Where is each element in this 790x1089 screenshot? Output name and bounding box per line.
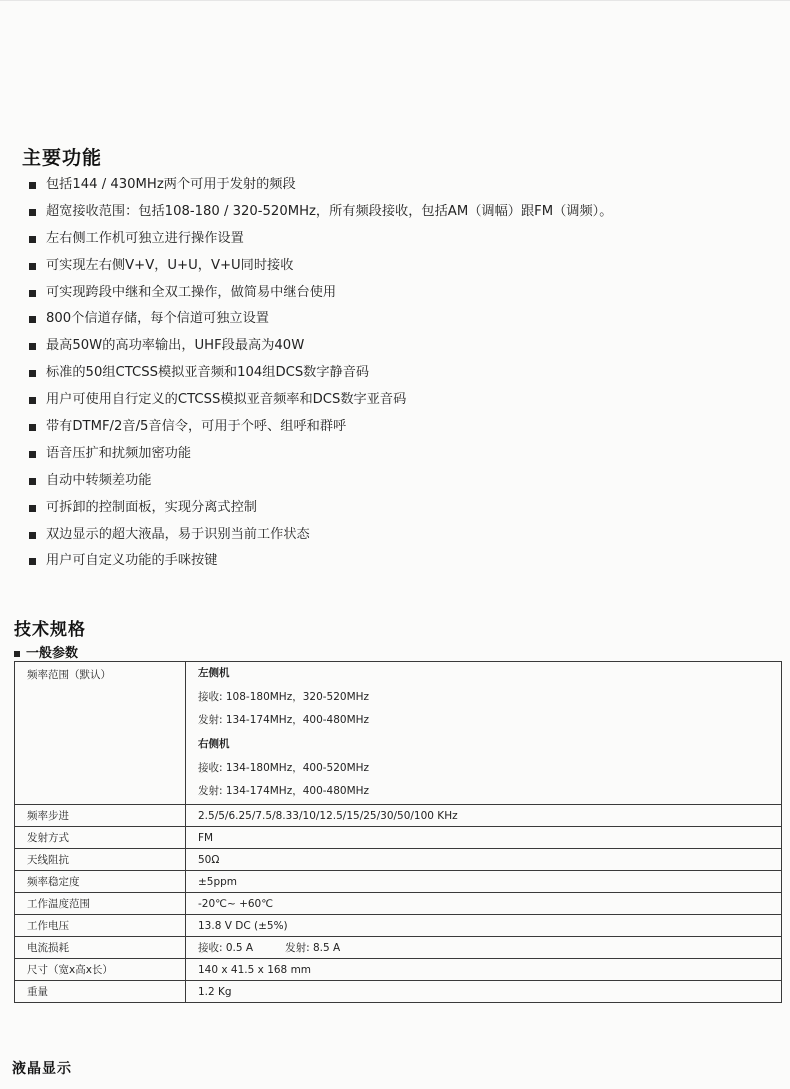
feature-text: 800个信道存储，每个信道可独立设置: [46, 311, 269, 327]
list-item: [26, 226, 786, 253]
feature-text: 双边显示的超大液晶，易于识别当前工作状态: [46, 526, 310, 542]
freq-range-label: 频率范围（默认）: [15, 662, 186, 805]
feature-text: 可实现左右侧V+V，U+U，V+U同时接收: [46, 257, 294, 273]
list-item: [26, 414, 786, 441]
list-item: [26, 522, 786, 549]
square-bullet-icon: [29, 370, 36, 377]
feature-text: 最高50W的高功率输出，UHF段最高为40W: [46, 338, 305, 354]
left-rx-range: 接收: 108-180MHz，320-520MHz: [198, 690, 370, 703]
general-params-subtitle: [14, 642, 78, 661]
feature-text: 用户可自定义功能的手咪按键: [46, 553, 218, 569]
list-item: [26, 199, 786, 226]
table-row: [15, 827, 782, 849]
left-tx-range: 发射: 134-174MHz，400-480MHz: [198, 714, 370, 727]
feature-text: 包括144 / 430MHz两个可用于发射的频段: [46, 177, 296, 192]
square-bullet-icon: [29, 532, 36, 539]
row-label: 尺寸（宽x高x长）: [15, 959, 186, 981]
square-bullet-icon: [29, 558, 36, 565]
square-bullet-icon: [29, 236, 36, 243]
row-value: FM: [186, 827, 782, 849]
square-bullet-icon: [29, 478, 36, 485]
row-label: 电流损耗: [15, 937, 186, 959]
row-value: ±5ppm: [186, 871, 782, 893]
list-item: [26, 360, 786, 387]
rx-current: 接收: 0.5 A: [198, 942, 254, 955]
current-draw-value: [186, 937, 782, 959]
row-value: -20℃~ +60℃: [186, 893, 782, 915]
row-label: 工作电压: [15, 915, 186, 937]
row-value: 1.2 Kg: [186, 981, 782, 1003]
table-row: [15, 893, 782, 915]
freq-range-value: [186, 662, 782, 805]
row-value: 13.8 V DC (±5%): [186, 915, 782, 937]
feature-text: 语音压扩和扰频加密功能: [46, 445, 192, 461]
square-bullet-icon: [29, 263, 36, 270]
feature-text: 用户可使用自行定义的CTCSS模拟亚音频率和DCS数字亚音码: [46, 392, 407, 408]
table-row: [15, 959, 782, 981]
spec-table: [14, 661, 782, 1003]
square-bullet-icon: [29, 343, 36, 350]
right-rx-range: 接收: 134-180MHz，400-520MHz: [198, 761, 370, 774]
square-bullet-icon: [29, 182, 36, 189]
square-bullet-icon: [14, 651, 20, 657]
row-label: 发射方式: [15, 827, 186, 849]
list-item: [26, 468, 786, 495]
subtitle-text: 一般参数: [26, 646, 79, 661]
list-item: [26, 253, 786, 280]
table-row: [15, 981, 782, 1003]
feature-text: 超宽接收范围：包括108-180 / 320-520MHz，所有频段接收，包括AM（调幅）跟FM（调频）。: [46, 203, 613, 219]
square-bullet-icon: [29, 316, 36, 323]
row-label: 工作温度范围: [15, 893, 186, 915]
square-bullet-icon: [29, 397, 36, 404]
row-label: 频率步进: [15, 805, 186, 827]
square-bullet-icon: [29, 505, 36, 512]
list-item: [26, 333, 786, 360]
square-bullet-icon: [29, 451, 36, 458]
table-row: [15, 662, 782, 805]
lcd-display-title: 液晶显示: [12, 1061, 72, 1077]
square-bullet-icon: [29, 290, 36, 297]
list-item: [26, 172, 786, 199]
list-item: [26, 441, 786, 468]
table-row: [15, 849, 782, 871]
list-item: [26, 495, 786, 522]
top-divider: [0, 0, 790, 1]
list-item: [26, 306, 786, 333]
right-unit-heading: 右侧机: [198, 738, 230, 751]
tx-current: 发射: 8.5 A: [285, 942, 341, 955]
row-value: 140 x 41.5 x 168 mm: [186, 959, 782, 981]
row-value: 50Ω: [186, 849, 782, 871]
features-title: 主要功能: [22, 147, 103, 169]
feature-text: 自动中转频差功能: [46, 472, 152, 488]
square-bullet-icon: [29, 424, 36, 431]
square-bullet-icon: [29, 209, 36, 216]
specs-title: 技术规格: [14, 620, 86, 640]
row-label: 频率稳定度: [15, 871, 186, 893]
list-item: [26, 548, 786, 575]
table-row: [15, 937, 782, 959]
feature-text: 标准的50组CTCSS模拟亚音频和104组DCS数字静音码: [46, 365, 370, 381]
row-label: 天线阻抗: [15, 849, 186, 871]
list-item: [26, 280, 786, 307]
feature-text: 左右侧工作机可独立进行操作设置: [46, 230, 244, 246]
row-value: 2.5/5/6.25/7.5/8.33/10/12.5/15/25/30/50/100 KHz: [186, 805, 782, 827]
feature-text: 带有DTMF/2音/5音信令，可用于个呼、组呼和群呼: [46, 419, 347, 435]
right-tx-range: 发射: 134-174MHz，400-480MHz: [198, 785, 370, 798]
row-label: 重量: [15, 981, 186, 1003]
feature-list: [26, 172, 786, 575]
list-item: [26, 387, 786, 414]
table-row: [15, 805, 782, 827]
feature-text: 可实现跨段中继和全双工操作，做简易中继台使用: [46, 284, 337, 300]
feature-text: 可拆卸的控制面板，实现分离式控制: [46, 499, 257, 515]
table-row: [15, 871, 782, 893]
left-unit-heading: 左侧机: [198, 667, 230, 679]
table-row: [15, 915, 782, 937]
